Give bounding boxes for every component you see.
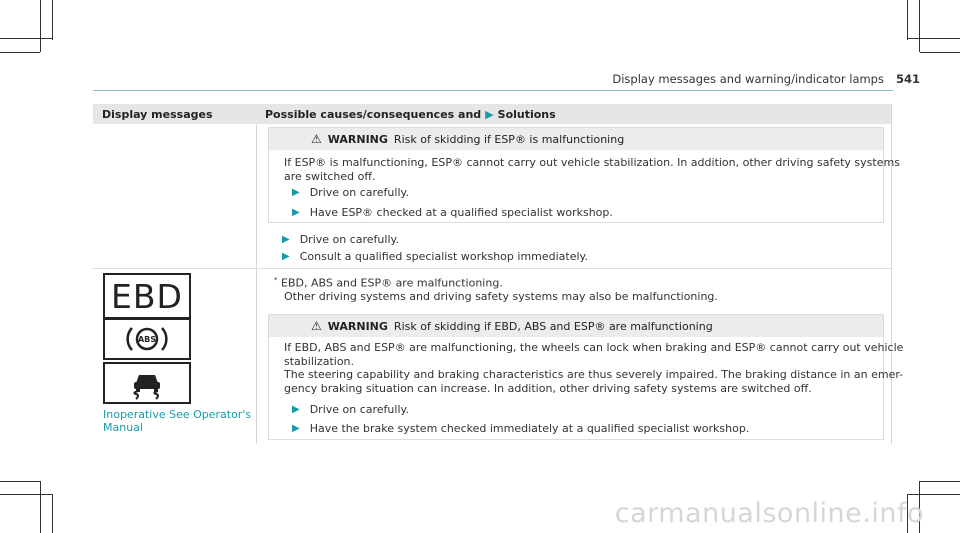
crop-mark [908,38,960,39]
column-header-causes: Possible causes/consequences and ▶ Solutions [265,108,556,121]
step-arrow-icon: ▶ [292,187,300,198]
cause-text: Other driving systems and driving safety systems may also be malfunctioning. [284,290,718,303]
step-arrow-icon: ▶ [292,404,300,415]
step-arrow-icon: ▶ [292,423,300,434]
page-number: 541 [895,72,920,86]
step-arrow-icon: ▶ [292,207,300,218]
section-title: Display messages and warning/indicator lamps [612,72,884,86]
warning-title: Risk of skidding if EBD, ABS and ESP® are malfunctioning [393,319,713,333]
crop-mark [907,0,908,40]
page-header [612,72,920,86]
warning-triangle-icon: ⚠ [311,319,322,333]
solution-step: ▶ Consult a qualified specialist workshop immediately. [282,250,588,263]
crop-mark [0,38,52,39]
warning-step: ▶ Drive on carefully. [292,403,409,416]
warning-step: ▶ Drive on carefully. [292,186,409,199]
crop-mark [0,481,40,482]
solution-step: ▶ Drive on carefully. [282,233,399,246]
watermark: carmanualsonline.info [614,498,924,529]
crop-mark [52,0,53,40]
table-header [93,104,891,124]
warning-step: ▶ Have the brake system checked immediately at a qualified specialist workshop. [292,422,750,435]
step-arrow-icon: ▶ [282,251,290,262]
crop-mark [40,0,41,52]
warning-step: ▶ Have ESP® checked at a qualified specialist workshop. [292,206,613,219]
crop-mark [0,494,52,495]
warning-header [269,315,883,337]
column-header-display-messages: Display messages [102,108,213,121]
warning-header [269,128,883,150]
warning-label: WARNING [327,132,388,146]
crop-mark [908,494,960,495]
ebd-warning-icon: EBD [103,273,191,319]
warning-body: If EBD, ABS and ESP® are malfunctioning, the wheels can lock when braking and ESP® cannot carry out vehicle stabilization. The steering capability and braking characteristics are thus severely impaired. The braking distance in an emer- gency braking situation can increase. In addition, other driving safety systems are switched off. [284,341,904,395]
warning-label: WARNING [327,319,388,333]
cause-text: * EBD, ABS and ESP® are malfunctioning. [274,276,503,290]
esp-skid-warning-icon [103,362,191,404]
svg-text:ABS: ABS [137,335,157,344]
crop-mark [52,494,53,533]
warning-triangle-icon: ⚠ [311,132,322,146]
warning-title: Risk of skidding if ESP® is malfunctioning [393,132,625,146]
table-divider [256,124,257,444]
crop-mark [0,52,40,53]
header-rule [93,90,893,91]
crop-mark [40,481,41,533]
crop-mark [920,52,960,53]
row-divider [93,268,891,269]
step-arrow-icon: ▶ [282,234,290,245]
play-arrow-icon: ▶ [485,108,494,121]
abs-warning-icon [103,318,191,360]
operator-manual-link[interactable]: Inoperative See Operator's Manual [103,408,252,434]
crop-mark [920,481,960,482]
crop-mark [919,0,920,52]
warning-body: If ESP® is malfunctioning, ESP® cannot carry out vehicle stabilization. In addition, other driving safety systems are switched off. [284,156,900,183]
